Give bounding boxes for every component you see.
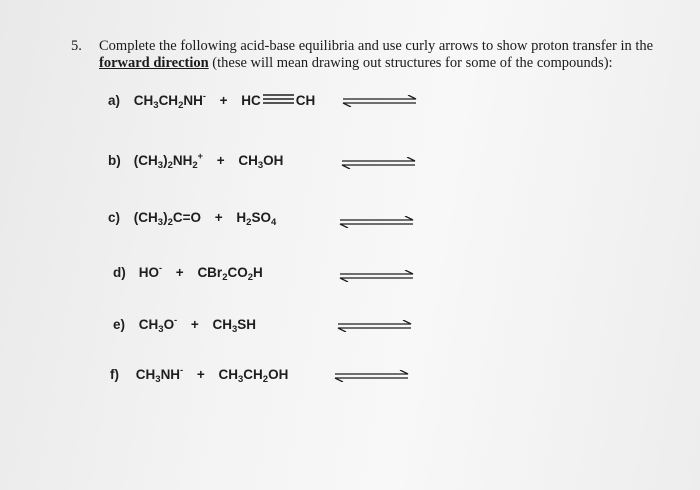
subscript: 2	[167, 217, 173, 228]
charge-superscript: -	[174, 315, 178, 325]
subscript: 3	[237, 374, 244, 385]
reactant-2	[212, 317, 257, 335]
reactant-2	[236, 210, 277, 228]
reactant-1	[138, 315, 178, 335]
formula-text: HO	[138, 265, 160, 280]
plus-sign: +	[175, 265, 184, 280]
reactant-1	[133, 91, 206, 111]
equilibrium-arrow-icon	[339, 216, 414, 228]
formula-text: (CH	[133, 153, 158, 168]
subscript: 2	[247, 272, 254, 283]
prompt-text-start: Complete the following acid-base equilibria and use curly arrows to show proton transfer in the	[99, 38, 654, 54]
subscript: 3	[157, 160, 164, 171]
formula-text: CH	[135, 367, 156, 382]
plus-sign: +	[196, 367, 205, 382]
subscript: 2	[178, 100, 184, 111]
reaction-b	[108, 151, 284, 171]
formula-text: CH	[243, 367, 263, 382]
formula-text: OH	[263, 153, 284, 168]
subscript: 3	[232, 324, 238, 335]
alkyne-right: CH	[295, 93, 316, 108]
formula-text: NH	[183, 93, 203, 108]
formula-text: CH	[212, 317, 232, 332]
plus-sign: +	[214, 210, 223, 225]
reaction-a	[108, 91, 316, 111]
reaction-c	[108, 210, 277, 228]
reactant-1	[133, 151, 203, 171]
equilibrium-arrow-icon	[342, 95, 417, 107]
formula-text: C=O	[172, 210, 201, 225]
reactant-2	[241, 93, 315, 108]
question-number: 5.	[71, 38, 82, 54]
question-prompt	[99, 38, 679, 72]
charge-superscript: -	[180, 365, 184, 375]
reaction-label: e)	[113, 317, 126, 332]
formula-text: O	[163, 317, 175, 332]
reactant-2	[218, 367, 289, 385]
subscript: 3	[158, 324, 164, 335]
formula-text: SH	[237, 317, 257, 332]
subscript: 2	[167, 160, 173, 171]
formula-text: CO	[227, 265, 248, 280]
reaction-label: b)	[108, 153, 121, 168]
reaction-label: c)	[108, 210, 121, 225]
subscript: 2	[262, 374, 269, 385]
equilibrium-arrow-icon	[339, 270, 414, 282]
formula-text: OH	[268, 367, 289, 382]
subscript: 2	[246, 217, 252, 228]
reactant-2	[197, 265, 263, 283]
formula-text: (CH	[133, 210, 158, 225]
subscript: 3	[257, 160, 264, 171]
reaction-e	[113, 315, 257, 335]
reaction-f	[110, 365, 289, 385]
triple-bond-icon	[262, 93, 295, 105]
formula-text: SO	[251, 210, 271, 225]
formula-text: H	[253, 265, 263, 280]
equilibrium-arrow-icon	[334, 370, 409, 382]
charge-superscript: +	[197, 151, 203, 161]
formula-text: H	[236, 210, 247, 225]
equilibrium-arrow-icon	[341, 157, 416, 169]
subscript: 3	[155, 374, 161, 385]
prompt-emphasis: forward direction	[99, 55, 209, 71]
plus-sign: +	[219, 93, 228, 108]
plus-sign: +	[216, 153, 225, 168]
reactant-1	[139, 265, 162, 280]
subscript: 3	[153, 100, 159, 111]
formula-text: NH	[160, 367, 181, 382]
formula-text: CH	[238, 153, 258, 168]
reactant-2	[238, 153, 284, 171]
formula-text: )	[163, 210, 168, 225]
subscript: 4	[270, 217, 277, 228]
alkyne-left: HC	[241, 93, 261, 108]
formula-text: NH	[172, 153, 193, 168]
subscript: 2	[192, 160, 198, 171]
reaction-label: d)	[113, 265, 126, 280]
reaction-label: a)	[108, 93, 121, 108]
formula-text: CH	[138, 317, 159, 332]
formula-text: CH	[158, 93, 179, 108]
formula-text: CH	[218, 367, 238, 382]
reaction-d	[113, 263, 263, 283]
plus-sign: +	[190, 317, 199, 332]
reaction-label: f)	[110, 367, 119, 382]
charge-superscript: -	[159, 263, 163, 273]
formula-text: )	[163, 153, 168, 168]
prompt-text-end: (these will mean drawing out structures for some of the compounds):	[208, 55, 613, 71]
equilibrium-arrow-icon	[337, 320, 412, 332]
subscript: 2	[222, 272, 228, 283]
formula-text: CBr	[197, 265, 223, 280]
subscript: 3	[157, 217, 164, 228]
reactant-1	[135, 365, 184, 385]
reactant-1	[133, 210, 201, 228]
formula-text: CH	[133, 93, 154, 108]
charge-superscript: -	[202, 91, 206, 101]
